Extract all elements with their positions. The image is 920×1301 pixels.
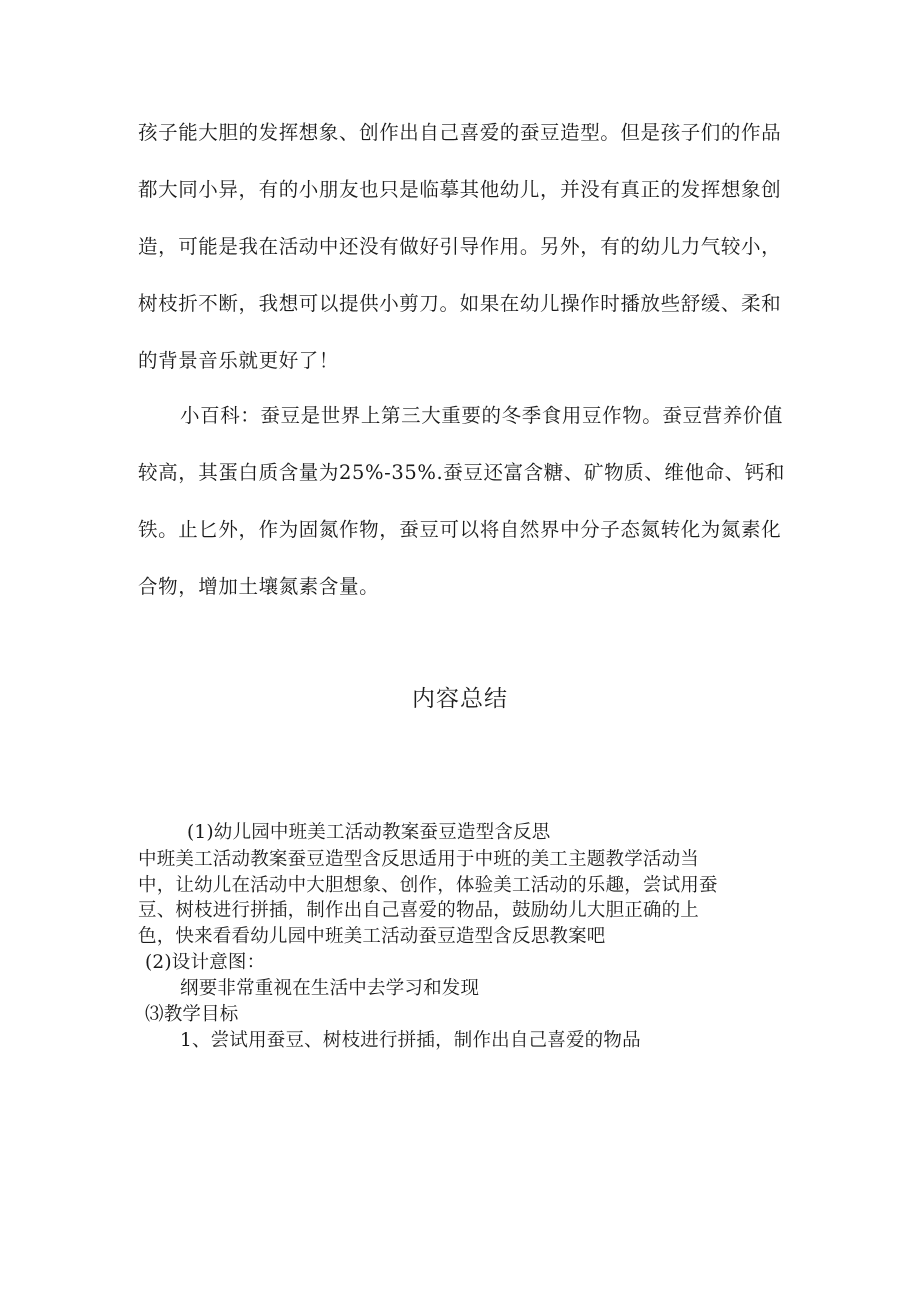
paragraph-line: 合物，增加土壤氮素含量。: [138, 575, 380, 598]
paragraph-line: 较高，其蛋白质含量为25%-35%.蚕豆还富含糖、矿物质、维他命、钙和: [138, 461, 785, 484]
paragraph-line: 树枝折不断，我想可以提供小剪刀。如果在幼儿操作时播放些舒缓、柔和: [138, 292, 782, 315]
summary-item1-line: 色，快来看看幼儿园中班美工活动蚕豆造型含反思教案吧: [138, 926, 606, 947]
paragraph-line: 的背景音乐就更好了！: [138, 349, 340, 372]
paragraph-line: 造，可能是我在活动中还没有做好引导作用。另外，有的幼儿力气较小，: [138, 235, 782, 258]
paragraph-line: 小百科：蚕豆是世界上第三大重要的冬季食用豆作物。蚕豆营养价值: [180, 404, 784, 427]
summary-item2-text: 纲要非常重视在生活中去学习和发现: [180, 978, 480, 999]
paragraph-line: 孩子能大胆的发挥想象、创作出自己喜爱的蚕豆造型。但是孩子们的作品: [138, 121, 782, 144]
summary-item1-line: 豆、树枝进行拼插，制作出自己喜爱的物品，鼓励幼儿大胆正确的上: [138, 900, 700, 921]
summary-title: 内容总结: [412, 686, 508, 712]
summary-item1-line: 中，让幼儿在活动中大胆想象、创作，体验美工活动的乐趣，尝试用蚕: [138, 875, 718, 896]
summary-item2-heading: (2)设计意图：: [145, 952, 266, 973]
summary-item3-text: 1、尝试用蚕豆、树枝进行拼插，制作出自己喜爱的物品: [180, 1030, 641, 1051]
summary-item1-heading: (1)幼儿园中班美工活动教案蚕豆造型含反思: [187, 822, 551, 843]
paragraph-line: 铁。止匕外，作为固氮作物，蚕豆可以将自然界中分子态氮转化为氮素化: [138, 518, 782, 541]
summary-item1-line: 中班美工活动教案蚕豆造型含反思适用于中班的美工主题教学活动当: [138, 849, 700, 870]
summary-item3-heading: ⑶教学目标: [145, 1004, 239, 1025]
paragraph-line: 都大同小异，有的小朋友也只是临摹其他幼儿，并没有真正的发挥想象创: [138, 178, 782, 201]
